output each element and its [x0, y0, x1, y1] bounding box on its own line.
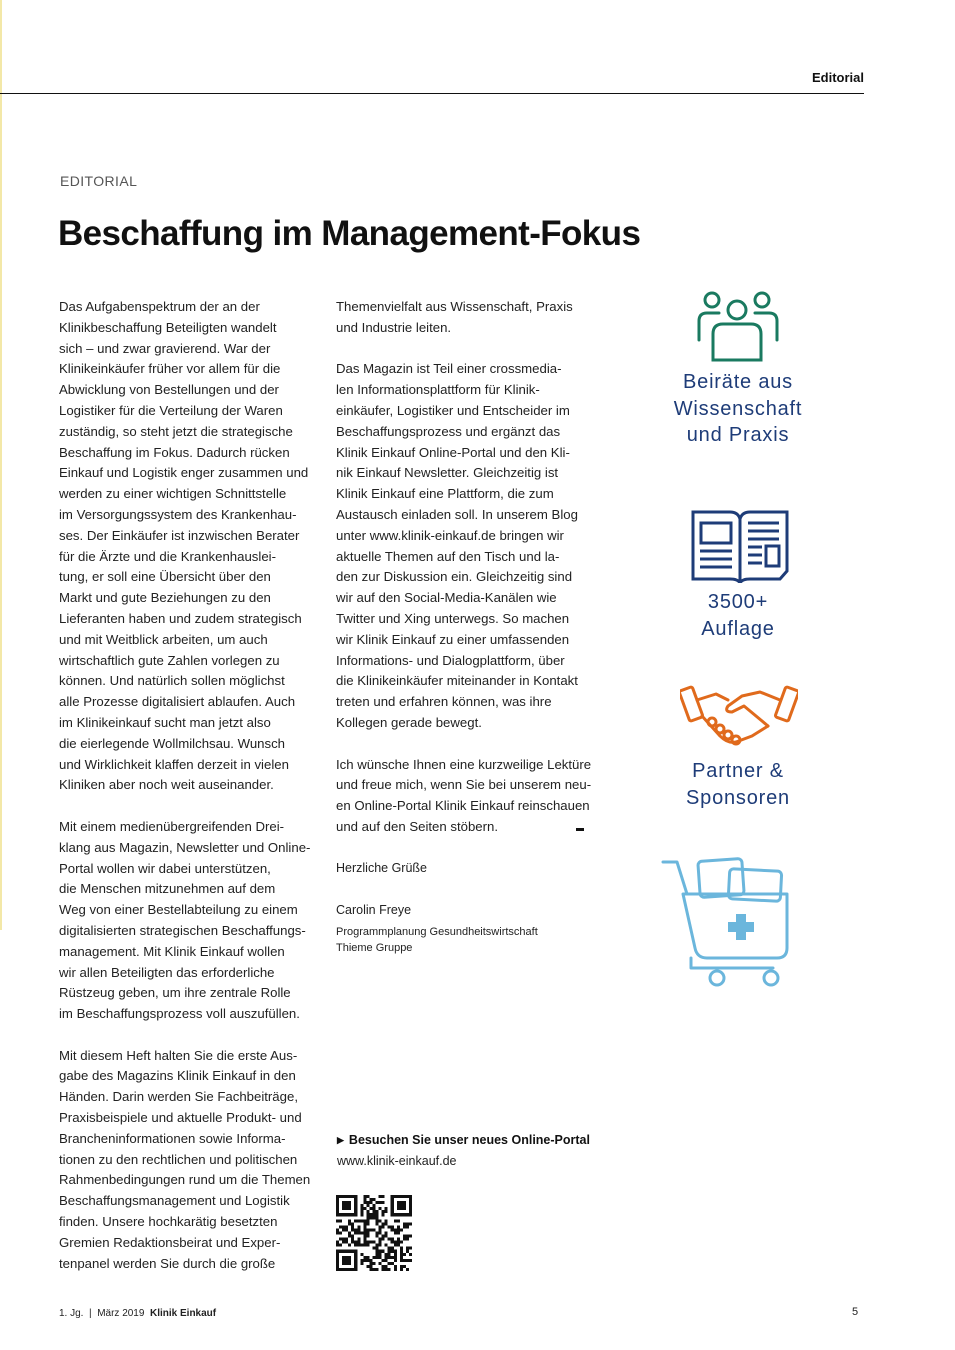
stat-partners [648, 758, 828, 811]
text-line: für die Ärzte und die Krankenhauslei- [59, 548, 276, 564]
stat-advisory-boards [648, 369, 828, 449]
text-line: den zur Diskussion ein. Gleichzeitig sind [336, 569, 573, 585]
closing-greeting: Herzliche Grüße [336, 861, 427, 875]
page-edge-accent [0, 0, 2, 930]
text-line: werden zu einer wichtigen Schnittstelle [59, 486, 287, 502]
text-line: im Beschaffungsprozess voll auszufüllen. [59, 1006, 300, 1022]
text-line: die Menschen mitzunehmen auf dem [59, 881, 276, 897]
article-column-2 [336, 297, 592, 838]
text-line: Weg von einer Bestellabteilung zu einem [59, 902, 298, 918]
header-rule [0, 93, 864, 94]
text-line: digitalisierten strategischen Beschaffungs- [59, 922, 306, 938]
portal-callout-label: Besuchen Sie unser neues Online-Portal [348, 1133, 590, 1147]
portal-url[interactable]: www.klinik-einkauf.de [337, 1154, 457, 1168]
text-line: im Versorgungssystem des Krankenhau- [59, 506, 297, 522]
text-line: einkäufer, Logistiker und Entscheider im [336, 402, 570, 418]
paragraph-gap [59, 1025, 311, 1046]
article-kicker: EDITORIAL [60, 173, 138, 189]
text-line: wir Klinik Einkauf zu einer umfassenden [336, 631, 570, 647]
text-line: Das Aufgabenspektrum der an der [59, 299, 260, 314]
stat-line: Beiräte aus [683, 371, 793, 393]
text-line: nik Einkauf Newsletter. Gleichzeitig ist [336, 465, 559, 481]
text-line: Logistiker für die Verteilung der Waren [59, 402, 283, 418]
text-line: Kollegen gerade bewegt. [336, 714, 482, 730]
text-line: tenpanel werden Sie durch die große [59, 1255, 276, 1271]
text-line: zuständig, so steht jetzt die strategische [59, 423, 293, 439]
article-title: Beschaffung im Management-Fokus [58, 214, 641, 253]
stat-line: Wissenschaft [673, 397, 803, 420]
text-line: tung, er soll eine Übersicht über den [59, 569, 271, 585]
text-line: treten und erfahren können, was ihre [336, 694, 552, 710]
text-line: können. Und natürlich sollen möglichst [59, 673, 285, 689]
text-line: Gremien Redaktionsbeirat und Exper- [59, 1234, 281, 1250]
text-line: und freue mich, wenn Sie bei unserem neu- [336, 777, 592, 793]
shopping-cart-icon [661, 856, 793, 988]
stat-line: Sponsoren [686, 786, 790, 809]
text-line: Beschaffung im Fokus. Dadurch rücken [59, 444, 290, 460]
text-line: management. Mit Klinik Einkauf wollen [59, 943, 285, 959]
text-line: alle Prozesse digitalisiert ablaufen. Auch [59, 694, 296, 710]
footer-date: März 2019 [97, 1308, 145, 1319]
text-line: sich – und zwar gravierend. War der [59, 340, 271, 356]
text-line: und Wirklichkeit klaffen derzeit in vielen [59, 756, 289, 772]
section-label: Editorial [811, 70, 864, 85]
text-line: Twitter und Xing unterwegs. So machen [336, 610, 570, 626]
text-line: Informations- und Dialogplattform, über [336, 652, 565, 668]
text-line: Klinikbeschaffung Beteiligten wandelt [59, 319, 277, 335]
paragraph-gap [336, 734, 588, 755]
text-line: und auf den Seiten stöbern. [336, 818, 499, 834]
text-line: Praxisbeispiele und aktuelle Produkt- und [59, 1110, 302, 1126]
text-line: wirtschaftlich gute Zahlen vorlegen zu [59, 652, 280, 668]
text-line: Kliniken aber noch weit auseinander. [59, 777, 274, 793]
text-line: Austausch einladen soll. In unserem Blog [336, 506, 578, 522]
text-line: Abwicklung von Bestellungen und der [59, 382, 279, 398]
text-line: Beschaffungsmanagement und Logistik [59, 1193, 290, 1209]
author-organization: Thieme Gruppe [336, 942, 413, 954]
text-line: und Industrie leiten. [336, 319, 452, 335]
stat-line: und Praxis [686, 424, 790, 446]
stat-line: Partner & [692, 760, 784, 782]
text-line: Themenvielfalt aus Wissenschaft, Praxis [336, 299, 573, 314]
end-mark [576, 828, 584, 831]
handshake-icon [680, 682, 798, 750]
text-line: Händen. Darin werden Sie Fachbeiträge, [59, 1089, 298, 1105]
text-line: Klinik Einkauf Online-Portal und den Kli- [336, 444, 570, 460]
text-line: tionen zu den rechtlichen und politischen [59, 1151, 298, 1167]
text-line: Mit einem medienübergreifenden Drei- [59, 818, 285, 834]
text-line: Mit diesem Heft halten Sie die erste Aus- [59, 1047, 298, 1063]
stat-circulation [648, 589, 828, 642]
page-number: 5 [852, 1306, 859, 1318]
stat-line: 3500+ [707, 591, 769, 613]
footer-volume: 1. Jg. [59, 1308, 84, 1319]
paragraph-gap [336, 339, 588, 360]
text-line: aktuelle Themen auf den Tisch und la- [336, 548, 560, 564]
text-line: Klinikeinkäufer früher vor allem für die [59, 361, 281, 377]
text-line: gabe des Magazins Klinik Einkauf in den [59, 1068, 296, 1084]
people-icon [693, 288, 783, 366]
text-line: die eierlegende Wollmilchsau. Wunsch [59, 735, 286, 751]
text-line: im Klinikeinkauf sucht man jetzt also [59, 714, 271, 730]
article-column-1 [59, 297, 311, 1274]
text-line: und mit Weitblick arbeiten, um auch [59, 631, 268, 647]
text-line: ses. Der Einkäufer ist inzwischen Berater [59, 527, 300, 543]
text-line: finden. Unsere hochkarätig besetzten [59, 1214, 278, 1230]
portal-callout [337, 1133, 590, 1147]
text-line: Beschaffungsprozess und ergänzt das [336, 423, 561, 439]
qr-code[interactable] [336, 1195, 412, 1271]
text-line: Lieferanten haben und zudem strategisch [59, 610, 302, 626]
text-line: Rüstzeug geben, um ihre zentrale Rolle [59, 985, 291, 1001]
text-line: Einkauf und Logistik enger zusammen und [59, 465, 309, 481]
footer-magazine: Klinik Einkauf [150, 1308, 217, 1319]
text-line: en Online-Portal Klinik Einkauf reinschauen [336, 798, 590, 814]
author-name: Carolin Freye [336, 903, 412, 917]
text-line: Markt und gute Beziehungen zu den [59, 590, 271, 606]
text-line: wir allen Beteiligten das erforderliche [59, 964, 275, 980]
text-line: len Informationsplattform für Klinik- [336, 382, 540, 398]
magazine-icon [690, 509, 790, 583]
text-line: klang aus Magazin, Newsletter und Online- [59, 839, 311, 855]
text-line: wir auf den Social-Media-Kanälen wie [336, 590, 557, 606]
text-line: Portal wollen wir dabei unterstützen, [59, 860, 271, 876]
text-line: Klinik Einkauf eine Plattform, die zum [336, 486, 554, 502]
text-line: unter www.klinik-einkauf.de bringen wir [336, 527, 564, 543]
text-line: Rahmenbedingungen rund um die Themen [59, 1172, 311, 1188]
stat-line: Auflage [701, 617, 775, 640]
text-line: Ich wünsche Ihnen eine kurzweilige Lektüre [336, 756, 592, 772]
text-line: die Klinikeinkäufer miteinander in Kontakt [336, 673, 578, 689]
paragraph-gap [59, 796, 311, 817]
footer-info: 1. Jg. | März 2019 Klinik Einkauf [59, 1308, 217, 1319]
text-line: Das Magazin ist Teil einer crossmedia- [336, 361, 562, 377]
triangle-bullet-icon: ▶ [337, 1135, 344, 1145]
author-role: Programmplanung Gesundheitswirtschaft [336, 926, 538, 938]
text-line: Brancheninformationen sowie Informa- [59, 1130, 286, 1146]
